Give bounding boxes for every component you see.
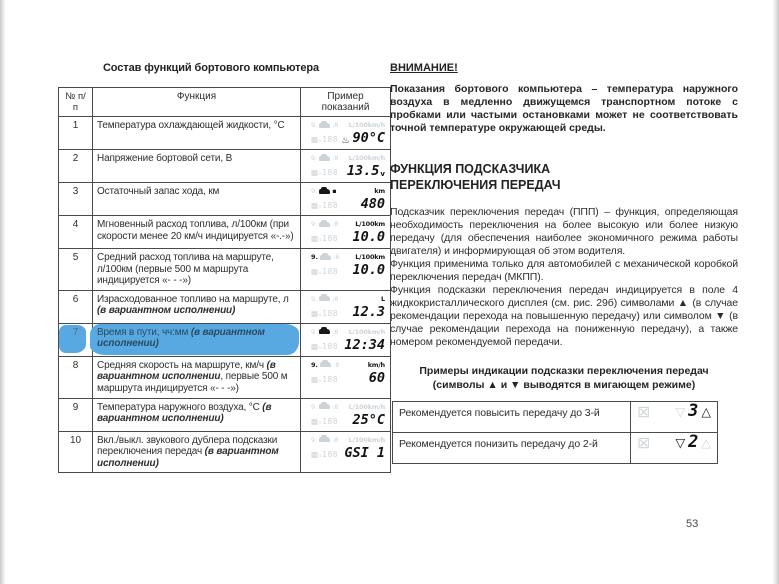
gear-display [631, 433, 717, 452]
row-number-cell [59, 150, 93, 183]
triangle-up-icon: △ [701, 434, 711, 450]
lcd-display [311, 252, 385, 278]
ghost-digits: ▩ᵥ188 [311, 374, 339, 384]
display-value: 10.0 [352, 262, 385, 278]
display-value: 10.0 [352, 229, 385, 245]
functions-table [58, 87, 391, 473]
car-icon [319, 329, 330, 334]
coolant-thermometer-icon: ♨ [341, 136, 350, 146]
lcd-main-line [311, 130, 385, 146]
lcd-icon-cluster [311, 436, 339, 444]
display-cell [631, 402, 718, 433]
display-cell [301, 249, 391, 291]
lcd-icon-cluster [311, 187, 337, 195]
row-number: 2 [72, 153, 79, 164]
ghost-digits: ▩ᵥ188 [311, 267, 339, 276]
table-row [59, 216, 391, 249]
row-number-cell [59, 431, 93, 473]
lcd-main-line [311, 304, 385, 320]
ghost-digits: ▩ᵥ188 [311, 449, 339, 459]
display-value: 13.5 [346, 163, 380, 179]
function-cell [93, 398, 301, 431]
row-number-cell [59, 216, 93, 249]
paragraph: Подсказчик переключения передач (ППП) – функция, определяющая необходимость переключения на более высокую или более низкую передачу (для обеспечения наиболее экономичного режима работы двигателя) и информирующая об этом водителя. [390, 206, 738, 257]
route-start-icon: 9. [311, 402, 318, 411]
row-number-cell [59, 323, 93, 356]
lcd-icon-cluster [311, 154, 339, 162]
gear-examples-body [393, 402, 718, 464]
ghost-digits: ▩ᵥ188 [311, 416, 339, 426]
ghost-digits: ▩ᵥ188 [311, 308, 339, 318]
functions-table-body [59, 117, 391, 473]
table-row [59, 356, 391, 398]
display-cell [301, 117, 391, 150]
gearbox-icon: ⊠ [637, 432, 651, 452]
row-number-cell [59, 356, 93, 398]
row-number-cell [59, 117, 93, 150]
text-segment: Израсходованное топливо на маршруте, л [97, 293, 289, 305]
unit-label: L [381, 294, 385, 303]
row-number-cell [59, 290, 93, 323]
paragraph: Функция применима только для автомобилей с механической коробкой переключения передач (МКПП). [390, 258, 738, 283]
lcd-top-line [311, 252, 385, 261]
row-number: 9 [72, 401, 79, 413]
car-icon [319, 404, 330, 409]
function-text [97, 252, 296, 287]
lcd-display [311, 219, 385, 245]
ghost-segments: :8 [333, 253, 340, 261]
route-start-icon: 9. [311, 187, 318, 195]
recommendation-cell: Рекомендуется понизить передачу до 2-й [393, 433, 631, 464]
display-cell [301, 150, 391, 183]
lcd-top-line [311, 327, 385, 336]
function-text [97, 120, 296, 132]
function-text [97, 327, 296, 350]
row-number: 10 [69, 434, 82, 446]
function-cell [93, 356, 301, 398]
row-number: 8 [72, 359, 79, 371]
table-row [59, 183, 391, 216]
car-icon [319, 437, 330, 442]
lcd-display [311, 327, 385, 353]
ghost-segments: :8 [332, 220, 339, 228]
lcd-top-line [311, 219, 385, 228]
unit-label: L/100km/h [348, 435, 385, 444]
function-cell [93, 183, 301, 216]
display-value: 480 [360, 196, 385, 212]
header-function: Функция [93, 88, 301, 117]
lcd-display [311, 186, 385, 212]
lcd-top-line [311, 120, 385, 129]
lcd-display [311, 435, 385, 461]
function-cell [93, 117, 301, 150]
examples-title-line2: (символы ▲ и ▼ выводятся в мигающем режиме) [432, 378, 696, 391]
display-unit: v [380, 170, 385, 178]
function-cell [93, 216, 301, 249]
table-row [393, 402, 718, 433]
car-icon [319, 296, 330, 301]
unit-label: km [374, 187, 385, 195]
triangle-up-icon: △ [701, 403, 711, 419]
text-segment: Температура охлаждающей жидкости, °С [97, 120, 285, 131]
unit-label: km/h [367, 360, 385, 369]
car-icon [320, 362, 331, 367]
text-segment: Остаточный запас хода, км [97, 186, 220, 197]
lcd-top-line [311, 294, 385, 303]
lcd-main-line [311, 262, 385, 278]
lcd-icon-cluster [311, 121, 339, 129]
lcd-top-line [311, 435, 385, 444]
text-segment: , первые 500 м маршрута индицируется «- - -») [97, 371, 288, 394]
display-value: 90°C [352, 130, 385, 146]
display-cell [301, 216, 391, 249]
ghost-segments: :8 [332, 121, 339, 129]
page-edge-left [0, 0, 6, 584]
table-row [59, 150, 391, 183]
unit-label: L/100km/h [348, 154, 385, 162]
section-title-line2: ПЕРЕКЛЮЧЕНИЯ ПЕРЕДАЧ [390, 177, 561, 192]
function-text [97, 294, 296, 317]
unit-label: L/100km/h [348, 327, 385, 336]
lcd-icon-cluster [311, 253, 339, 261]
function-text [97, 153, 296, 165]
ghost-segments: :8 [332, 294, 339, 303]
car-icon [319, 189, 330, 194]
recommendation-cell: Рекомендуется повысить передачу до 3-й [393, 402, 631, 433]
text-segment: Мгновенный расход топлива, л/100км (при скорости менее 20 км/ч индицируется «-.-») [97, 219, 294, 242]
row-number: 5 [72, 252, 79, 263]
ghost-segments: :8 [332, 402, 339, 411]
function-cell [93, 323, 301, 356]
row-number-cell [59, 398, 93, 431]
lcd-icon-cluster [311, 328, 339, 336]
fuel-pump-icon: ▪ [332, 187, 337, 195]
display-cell [631, 433, 718, 464]
section-title [390, 162, 738, 193]
row-number-cell [59, 183, 93, 216]
function-text [97, 186, 296, 198]
lcd-icon-cluster [311, 361, 339, 369]
text-segment: (в вариантном исполнении) [97, 326, 265, 350]
row-number: 1 [72, 120, 79, 131]
ghost-digits: ▩ᵥ188 [311, 234, 339, 243]
ghost-digits: ▩ᵥ188 [311, 135, 339, 144]
lcd-top-line [311, 153, 385, 162]
function-text [97, 435, 296, 470]
lcd-main-line [311, 370, 385, 386]
function-cell [93, 431, 301, 473]
row-number: 7 [72, 326, 79, 338]
triangle-down-icon: ▽ [675, 403, 686, 419]
unit-label: L/100km/h [348, 402, 385, 411]
car-icon [319, 222, 330, 227]
lcd-icon-cluster [311, 295, 339, 303]
route-start-icon: 9. [311, 294, 318, 303]
right-column [390, 62, 738, 464]
display-cell [301, 431, 391, 473]
table-row [393, 433, 718, 464]
attention-title: ВНИМАНИЕ! [390, 62, 458, 74]
display-value: 25°C [352, 411, 385, 428]
header-example: Пример показаний [301, 88, 391, 117]
ghost-digits: ▩ᵥ188 [311, 341, 339, 351]
ghost-segments: :8 [332, 327, 339, 336]
display-value: 12.3 [352, 303, 385, 320]
lcd-top-line [311, 360, 385, 369]
car-icon [319, 156, 330, 161]
ghost-segments: :8 [333, 360, 340, 369]
gear-examples-table [392, 401, 718, 464]
triangle-down-icon: ▽ [675, 434, 686, 450]
table-header-row [59, 88, 391, 117]
lcd-display [311, 294, 385, 320]
lcd-top-line [311, 402, 385, 411]
text-segment: (в вариантном исполнении) [97, 446, 279, 469]
section-title-line1: ФУНКЦИЯ ПОДСКАЗЧИКА [390, 162, 551, 176]
table-row [59, 249, 391, 291]
lcd-main-line [311, 196, 385, 212]
lcd-main-line [311, 445, 385, 461]
gear-number: 3 [688, 401, 699, 421]
function-text [97, 219, 296, 242]
examples-title-line1: Примеры индикации подсказки переключения передач [419, 365, 709, 377]
ghost-segments: :8 [332, 435, 339, 444]
lcd-display [311, 153, 385, 179]
table-row [59, 117, 391, 150]
text-segment: Средняя скорость на маршруте, км/ч [97, 359, 267, 371]
display-cell [301, 398, 391, 431]
lcd-main-line [311, 412, 385, 428]
ghost-segments: :8 [332, 154, 339, 162]
text-segment: (в вариантном исполнении) [97, 401, 272, 425]
route-start-icon: 9. [311, 220, 318, 228]
function-text [97, 360, 296, 395]
route-start-icon: 9. [311, 253, 318, 261]
display-cell [301, 323, 391, 356]
text-segment: Средний расход топлива на маршруте, л/100км (первые 500 м маршрута индицируется «- - -») [97, 252, 274, 287]
row-number: 4 [72, 219, 79, 230]
route-start-icon: 9. [311, 154, 318, 162]
route-start-icon: 9. [311, 121, 318, 129]
table-row [59, 398, 391, 431]
route-start-icon: 9. [311, 360, 318, 369]
paragraph: Функция подсказки переключения передач индицируется в поле 4 жидкокристаллического дисплея (см. рис. 29б) символами ▲ (в случае рекомендации перехода на повышенную передачу) или символом ▼ (в случае рекомендации перехода на пониженную передачу), а также номером рекомендуемой передачи. [390, 284, 738, 348]
header-number: № п/п [59, 88, 93, 117]
car-icon [320, 255, 331, 260]
ghost-digits: ▩ᵥ188 [311, 168, 339, 177]
text-segment: Напряжение бортовой сети, В [97, 153, 233, 164]
car-icon [319, 123, 330, 128]
attention-body: Показания бортового компьютера – температура наружного воздуха в медленно движущемся транспортном потоке с пробками или частыми остановками может не соответствовать точной температуре окружающей среды. [390, 83, 738, 134]
row-number-cell [59, 249, 93, 291]
lcd-display [311, 402, 385, 428]
table-row [59, 323, 391, 356]
left-column [58, 62, 385, 473]
text-segment: Вкл./выкл. звукового дублера подсказки переключения передач [97, 434, 278, 458]
unit-label: L/100km [355, 253, 385, 261]
text-segment: (в вариантном исполнении) [97, 305, 236, 317]
ghost-digits: ▩ᵥ188 [311, 201, 339, 210]
route-start-icon: 9. [311, 435, 318, 444]
functions-table-title: Состав функций бортового компьютера [102, 62, 320, 74]
lcd-icon-cluster [311, 403, 339, 411]
function-cell [93, 290, 301, 323]
function-cell [93, 150, 301, 183]
text-segment: Температура наружного воздуха, °С [97, 401, 263, 413]
table-row [59, 431, 391, 473]
text-segment: Время в пути, чч:мм [97, 326, 191, 338]
examples-title [390, 365, 738, 392]
lcd-main-line [311, 229, 385, 245]
display-cell [301, 183, 391, 216]
lcd-main-line [311, 337, 385, 353]
display-value: GSI 1 [344, 444, 385, 461]
unit-label: L/100km [355, 220, 385, 228]
display-value: 12:34 [344, 336, 385, 353]
function-text [97, 402, 296, 425]
lcd-display [311, 360, 385, 386]
text-segment: (в вариантном исполнении [97, 359, 276, 383]
lcd-top-line [311, 186, 385, 195]
gear-display [631, 402, 717, 421]
gear-number: 2 [688, 432, 699, 452]
gearbox-icon: ⊠ [637, 401, 651, 421]
display-cell [301, 356, 391, 398]
route-start-icon: 9. [311, 327, 318, 336]
lcd-display [311, 120, 385, 146]
display-cell [301, 290, 391, 323]
row-number: 6 [72, 293, 79, 305]
table-row [59, 290, 391, 323]
page-edge-right [772, 0, 779, 584]
row-number: 3 [72, 186, 79, 197]
display-value: 60 [368, 369, 385, 386]
lcd-icon-cluster [311, 220, 339, 228]
lcd-main-line [311, 163, 385, 179]
page-number: 53 [686, 518, 699, 530]
function-cell [93, 249, 301, 291]
unit-label: L/100km/h [348, 121, 385, 129]
